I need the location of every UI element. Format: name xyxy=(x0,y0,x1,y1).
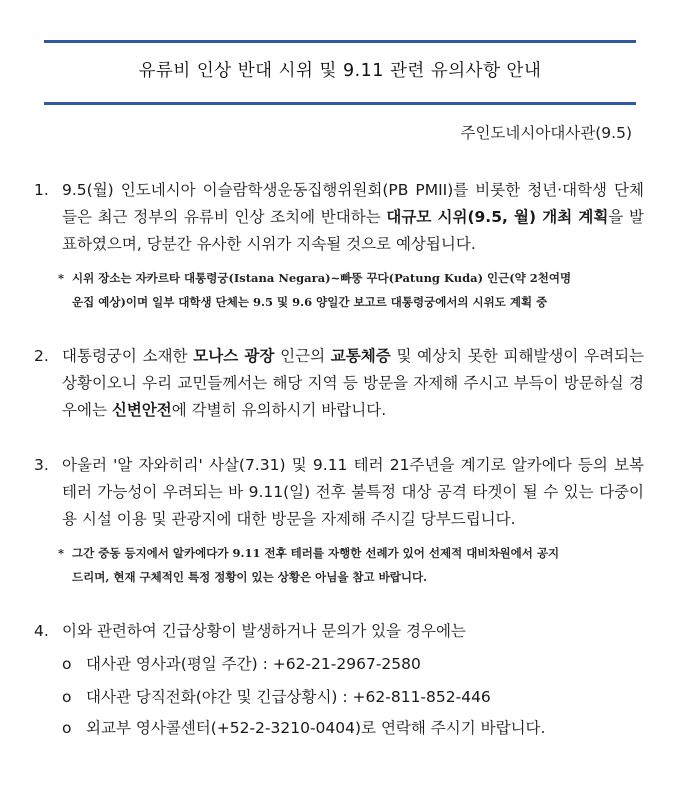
bullet-marker: o xyxy=(62,655,72,673)
note-2: * 그간 중동 등지에서 알카에다가 9.11 전후 테러를 자행한 선례가 있어 선제적 대비차원에서 공지 드리며, 현재 구체적인 특정 정황이 있는 상황은 아님을 참고 바랍니다. xyxy=(58,546,560,584)
asterisk: * xyxy=(58,546,65,560)
header-top-rule xyxy=(44,40,636,43)
header-bottom-rule xyxy=(44,102,636,105)
note-1: * 시위 장소는 자카르타 대통령궁(Istana Negara)~빠뚱 꾸다(Patung Kuda) 인근(약 2천여명 운집 예상)이며 일부 대학생 단체는 9.5 및 9.6 양일간 보고르 대통령궁에서의 시위도 계획 중 xyxy=(58,271,572,309)
item-3 xyxy=(34,452,644,533)
emphasis: 모나스 광장 xyxy=(193,347,275,365)
bullet-marker: o xyxy=(62,719,72,737)
item-number: 4. xyxy=(34,622,49,640)
contact-call-center: o 외교부 영사콜센터(+52-2-3210-0404)로 연락해 주시기 바랍니다. xyxy=(62,719,546,737)
sender-line: 주인도네시아대사관(9.5) xyxy=(460,124,632,142)
asterisk: * xyxy=(58,271,65,285)
item-number: 1. xyxy=(34,181,49,199)
contact-duty-phone: o 대사관 당직전화(야간 및 긴급상황시) : +62-811-852-446 xyxy=(62,688,491,706)
item-text: 이와 관련하여 긴급상황이 발생하거나 문의가 있을 경우에는 xyxy=(62,622,466,640)
item-text: 대통령궁이 소재한 모나스 광장 인근의 교통체증 및 예상치 못한 피해발생이 우려되는 상황이오니 우리 교민들께서는 해당 지역 등 방문을 자제해 주시고 부득이 방문하실 경우에는 신변안전에 각별히 유의하시기 바랍니다. xyxy=(62,347,645,419)
document-title: 유류비 인상 반대 시위 및 9.11 관련 유의사항 안내 xyxy=(138,61,542,81)
emphasis: 교통체증 xyxy=(330,347,391,365)
item-1 xyxy=(34,177,644,258)
item-2 xyxy=(34,343,644,424)
item-text: 9.5(월) 인도네시아 이슬람학생운동집행위원회(PB PMII)를 비롯한 청년·대학생 단체들은 최근 정부의 유류비 인상 조치에 반대하는 대규모 시위(9.5, 월) 개최 계획을 발표하였으며, 당분간 유사한 시위가 지속될 것으로 예상됩니다. xyxy=(62,181,644,253)
emphasis: 신변안전 xyxy=(111,401,172,419)
item-text: 아울러 '알 자와히리' 사살(7.31) 및 9.11 테러 21주년을 계기로 알카에다 등의 보복 테러 가능성이 우려되는 바 9.11(일) 전후 불특정 대상 공격 타겟이 될 수 있는 다중이용 시설 이용 및 관광지에 대한 방문을 자제해 주시길 당부드립니다. xyxy=(62,456,644,528)
bullet-marker: o xyxy=(62,688,72,706)
item-number: 3. xyxy=(34,456,49,474)
contact-consular-section: o 대사관 영사과(평일 주간) : +62-21-2967-2580 xyxy=(62,655,421,673)
item-4 xyxy=(34,618,644,645)
emphasis: 대규모 시위(9.5, 월) 개최 계획 xyxy=(386,208,609,226)
item-number: 2. xyxy=(34,347,49,365)
